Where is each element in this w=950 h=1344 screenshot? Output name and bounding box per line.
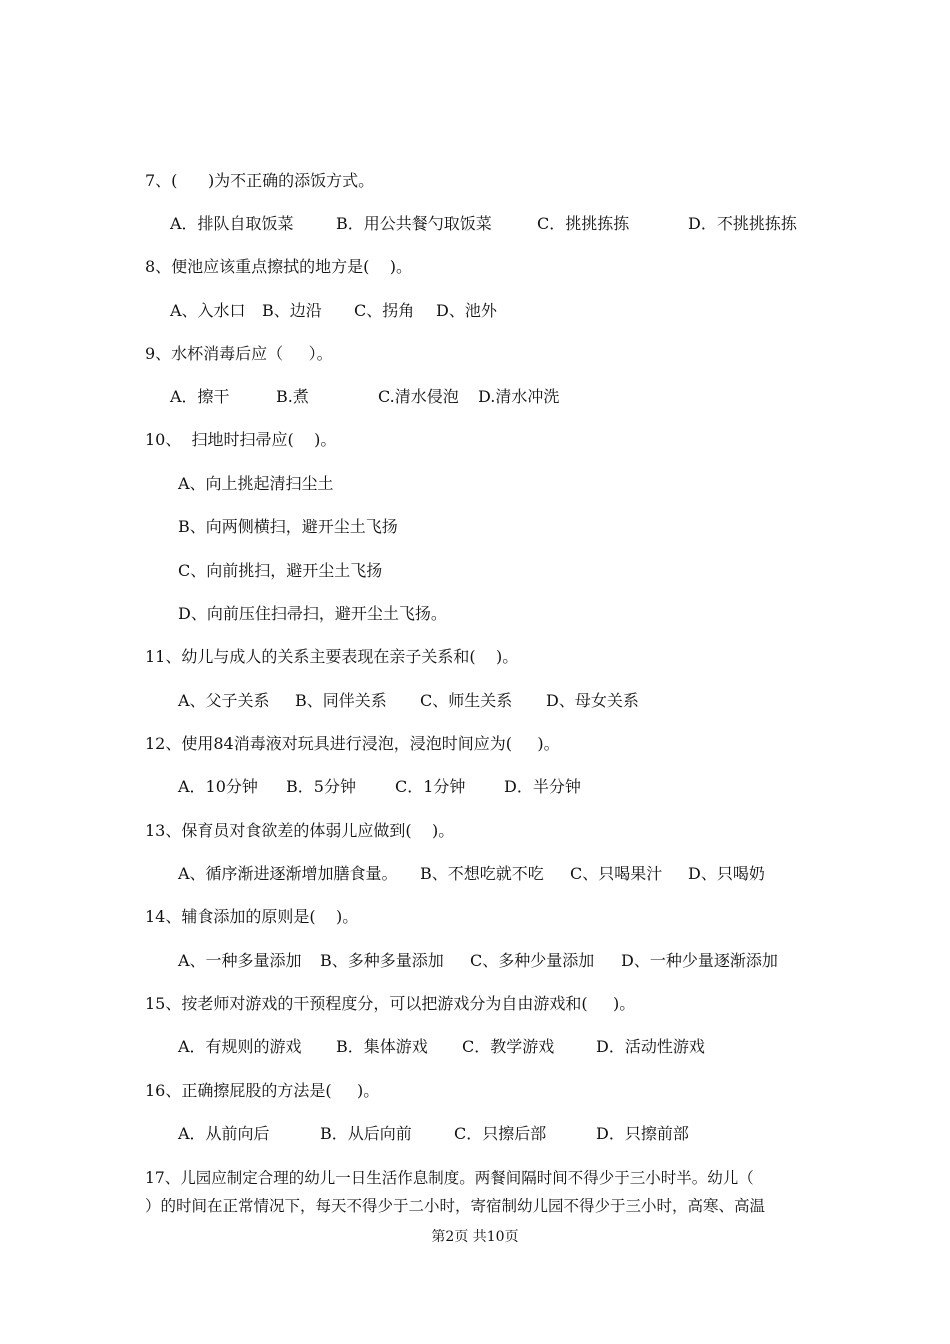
question-9: 9、水杯消毒后应（ ）。 <box>145 344 333 363</box>
option: B．5分钟 <box>286 777 356 796</box>
option: B、边沿 <box>262 301 322 320</box>
option: D．不挑挑拣拣 <box>688 214 797 233</box>
option: B．从后向前 <box>320 1124 412 1143</box>
option: C、多种少量添加 <box>470 951 595 970</box>
option: C．教学游戏 <box>462 1037 555 1056</box>
option: C．1分钟 <box>395 777 466 796</box>
question-16: 16、正确擦屁股的方法是( )。 <box>145 1081 380 1100</box>
option: A、向上挑起清扫尘土 <box>178 474 334 493</box>
option: D.清水冲洗 <box>478 387 560 406</box>
question-8: 8、便池应该重点擦拭的地方是( )。 <box>145 257 413 276</box>
question-10: 10、 扫地时扫帚应( )。 <box>145 430 337 449</box>
option: A．有规则的游戏 <box>178 1037 302 1056</box>
option: B、向两侧横扫，避开尘土飞扬 <box>178 517 398 536</box>
option: B、同伴关系 <box>295 691 387 710</box>
option: A、入水口 <box>170 301 246 320</box>
option: D．活动性游戏 <box>596 1037 705 1056</box>
option: C、向前挑扫，避开尘土飞扬 <box>178 561 383 580</box>
option: D、池外 <box>436 301 497 320</box>
page-number-footer: 第2页 共10页 <box>431 1229 519 1245</box>
option: C．挑挑拣拣 <box>537 214 630 233</box>
option: A、循序渐进逐渐增加膳食量。 <box>178 864 398 883</box>
question-17-line-2: ）的时间在正常情况下，每天不得少于二小时，寄宿制幼儿园不得少于三小时，高寒、高温 <box>145 1197 766 1215</box>
option: A．擦干 <box>170 387 230 406</box>
option: C.清水侵泡 <box>378 387 459 406</box>
option: B、不想吃就不吃 <box>420 864 544 883</box>
option: C、只喝果汁 <box>570 864 663 883</box>
option: D．半分钟 <box>504 777 581 796</box>
question-15: 15、按老师对游戏的干预程度分，可以把游戏分为自由游戏和( )。 <box>145 994 636 1013</box>
option: C、拐角 <box>354 301 415 320</box>
option: C、师生关系 <box>420 691 513 710</box>
option: A、父子关系 <box>178 691 270 710</box>
option: B．集体游戏 <box>336 1037 428 1056</box>
question-14: 14、辅食添加的原则是( )。 <box>145 907 359 926</box>
option: B.煮 <box>276 387 309 406</box>
option: B、多种多量添加 <box>320 951 444 970</box>
question-17-line-1: 17、儿园应制定合理的幼儿一日生活作息制度。两餐间隔时间不得少于三小时半。幼儿（ <box>145 1169 754 1187</box>
question-7: 7、( )为不正确的添饭方式。 <box>145 171 375 190</box>
option: D、母女关系 <box>546 691 639 710</box>
option: A、一种多量添加 <box>178 951 302 970</box>
question-13: 13、保育员对食欲差的体弱儿应做到( )。 <box>145 821 455 840</box>
option: A．排队自取饭菜 <box>170 214 294 233</box>
option: A．从前向后 <box>178 1124 270 1143</box>
option: A．10分钟 <box>178 777 258 796</box>
option: D、只喝奶 <box>688 864 765 883</box>
option: B．用公共餐勺取饭菜 <box>336 214 492 233</box>
option: D．只擦前部 <box>596 1124 689 1143</box>
question-11: 11、幼儿与成人的关系主要表现在亲子关系和( )。 <box>145 647 519 666</box>
option: D、一种少量逐渐添加 <box>621 951 778 970</box>
question-12: 12、使用84消毒液对玩具进行浸泡，浸泡时间应为( )。 <box>145 734 560 753</box>
option: C．只擦后部 <box>454 1124 547 1143</box>
option: D、向前压住扫帚扫，避开尘土飞扬。 <box>178 604 447 623</box>
